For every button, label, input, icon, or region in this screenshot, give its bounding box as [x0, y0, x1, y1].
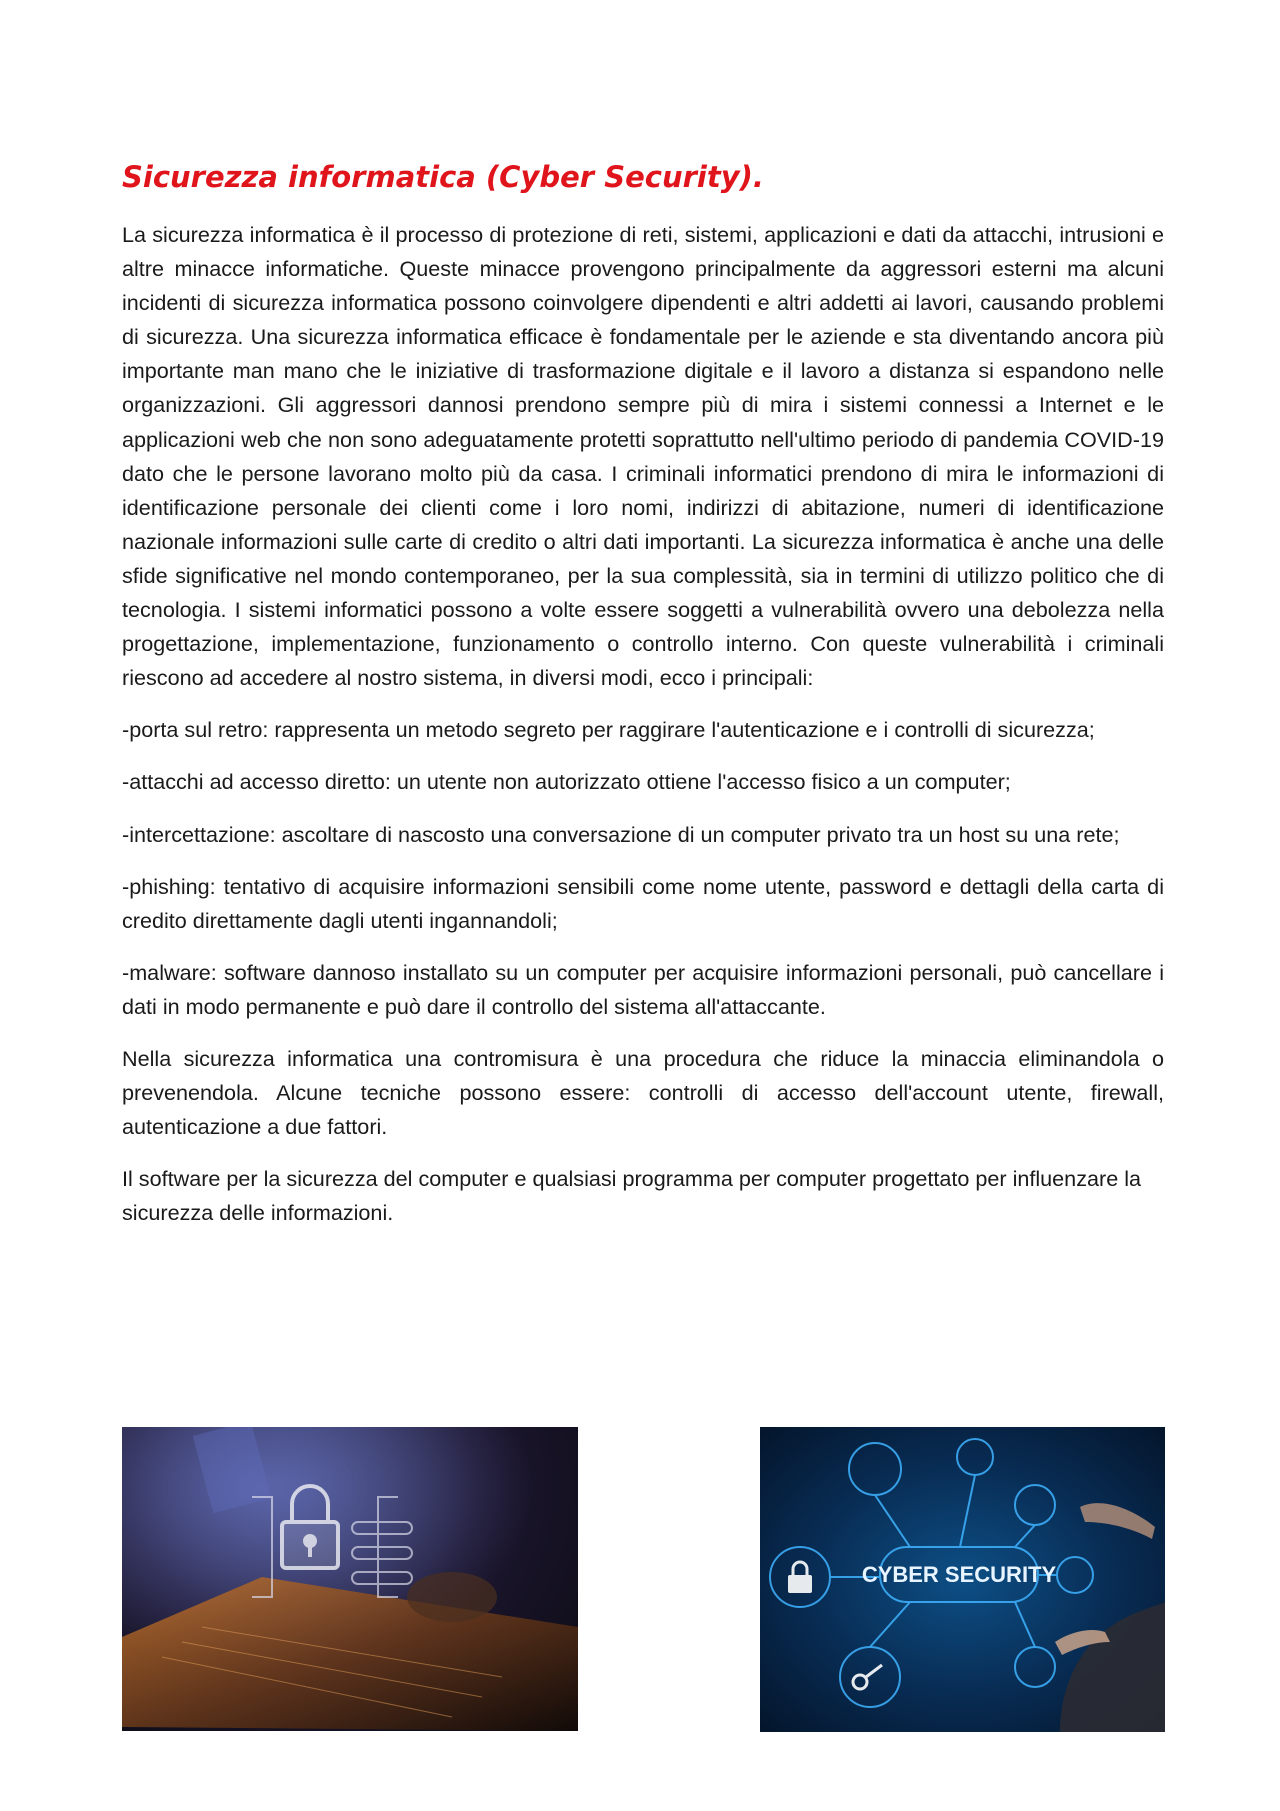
- paragraph-backdoor: -porta sul retro: rappresenta un metodo segreto per raggirare l'autenticazione e i controlli di sicurezza;: [122, 717, 1095, 743]
- laptop-padlock-image: [122, 1427, 578, 1731]
- document-title: Sicurezza informatica (Cyber Security).: [122, 160, 764, 194]
- paragraph-countermeasures: Nella sicurezza informatica una contromisura è una procedura che riduce la minaccia eliminandola o prevenendola. Alcune tecniche possono essere: controlli di accesso dell'account utente, firewall, autenticazione a due fattori.: [122, 1045, 1164, 1140]
- paragraph-direct-access: -attacchi ad accesso diretto: un utente non autorizzato ottiene l'accesso fisico a un computer;: [122, 769, 1011, 795]
- cyber-security-label: CYBER SECURITY: [861, 1562, 1057, 1587]
- paragraph-phishing: -phishing: tentativo di acquisire informazioni sensibili come nome utente, password e dettagli della carta di credito direttamente dagli utenti ingannandoli;: [122, 873, 1164, 933]
- lock-icon: [788, 1562, 812, 1593]
- paragraph-intro: La sicurezza informatica è il processo di protezione di reti, sistemi, applicazioni e dati da attacchi, intrusioni e altre minacce informatiche. Queste minacce provengono principalmente da aggressori esterni ma alcuni incidenti di sicurezza informatica possono coinvolgere dipendenti e altri addetti ai lavori, causando problemi di sicurezza. Una sicurezza informatica efficace è fondamentale per le aziende e sta diventando ancora più importante man mano che le iniziative di trasformazione digitale e il lavoro a distanza si espandono nelle organizzazioni. Gli aggressori dannosi prendono sempre più di mira i sistemi connessi a Internet e le applicazioni web che non sono adeguatamente protetti soprattutto nell'ultimo periodo di pandemia COVID-19 dato che le persone lavorano molto più da casa. I criminali informatici prendono di mira le informazioni di identificazione personale dei clienti come i loro nomi, indirizzi di abitazione, numeri di identificazione nazionale informazioni sulle carte di credito o altri dati importanti. La sicurezza informatica è anche una delle sfide significative nel mondo contemporaneo, per la sua complessità, sia in termini di utilizzo politico che di tecnologia. I sistemi informatici possono a volte essere soggetti a vulnerabilità ovvero una debolezza nella progettazione, implementazione, funzionamento o controllo interno. Con queste vulnerabilità i criminali riescono ad accedere al nostro sistema, in diversi modi, ecco i principali:: [122, 222, 1164, 691]
- key-icon: [853, 1665, 882, 1689]
- paragraph-malware: -malware: software dannoso installato su un computer per acquisire informazioni personali, può cancellare i dati in modo permanente e può dare il controllo del sistema all'attaccante.: [122, 959, 1164, 1019]
- paragraph-interception: -intercettazione: ascoltare di nascosto una conversazione di un computer privato tra un host su una rete;: [122, 821, 1120, 847]
- paragraph-software: Il software per la sicurezza del computer e qualsiasi programma per computer progettato per influenzare la sicurezza delle informazioni.: [122, 1166, 1142, 1226]
- cyber-security-image: [760, 1427, 1165, 1732]
- document-body: [122, 150, 1164, 1248]
